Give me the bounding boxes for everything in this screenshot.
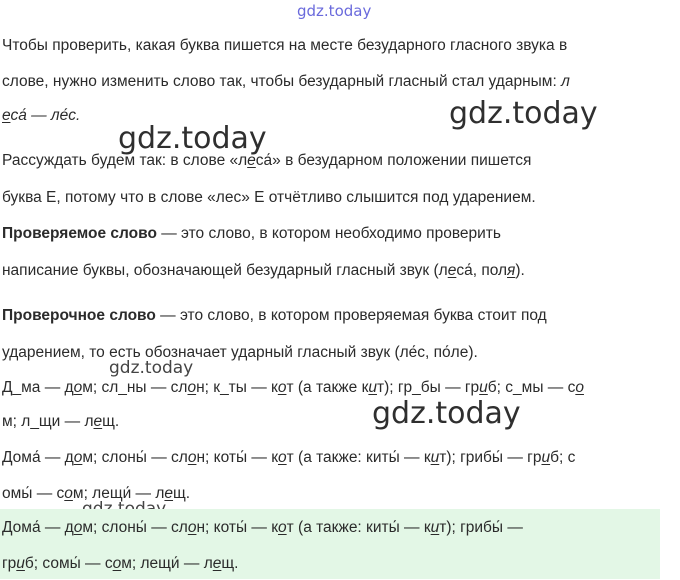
watermark-large-1: gdz.today [449, 96, 598, 131]
term-checked-word: Проверяемое слово [2, 225, 157, 242]
definition-checked-line-1: Проверяемое слово — это слово, в котором необходимо проверить [2, 225, 501, 242]
rule-line-3: еса́ — ле́с. [2, 107, 81, 124]
exercise-line-1: Д_ма — дом; сл_ны — слон; к_ты — кот (а также кит); гр_бы — гриб; с_мы — со [2, 379, 584, 396]
watermark-small-1: gdz.today [109, 358, 194, 378]
answer-line-1: Дома́ — дом; слоны́ — слон; коты́ — кот (а также: киты́ — кит); грибы́ — [2, 519, 523, 536]
rule-line-1: Чтобы проверить, какая буква пишется на месте безударного гласного звука в [2, 37, 568, 54]
definition-check-line-2: ударением, то есть обозначает ударный гласный звук (ле́с, по́ле). [2, 344, 478, 361]
definition-checked-line-2: написание буквы, обозначающей безударный гласный звук (леса́, поля). [2, 262, 525, 279]
rule-line-2: слове, нужно изменить слово так, чтобы безударный гласный стал ударным: л [2, 73, 570, 90]
reasoning-line-1: Рассуждать будем так: в слове «леса́» в безударном положении пишется [2, 152, 532, 169]
watermark-large-3: gdz.today [372, 396, 521, 431]
answer-line-2: гриб; сомы́ — сом; лещи́ — лещ. [2, 555, 239, 572]
exercise-line-2: м; л_щи — лещ. [2, 413, 120, 430]
solution-line-2: омы́ — сом; лещи́ — лещ. [2, 485, 191, 502]
term-check-word: Проверочное слово [2, 307, 156, 324]
definition-check-line-1: Проверочное слово — это слово, в котором проверяемая буква стоит под [2, 307, 547, 324]
reasoning-line-2: буква Е, потому что в слове «лес» Е отчётливо слышится под ударением. [2, 189, 536, 206]
watermark-large-2: gdz.today [118, 121, 267, 156]
watermark-top: gdz.today [297, 2, 372, 20]
solution-line-1: Дома́ — дом; слоны́ — слон; коты́ — кот (а также: киты́ — кит); грибы́ — гриб; с [2, 449, 576, 466]
